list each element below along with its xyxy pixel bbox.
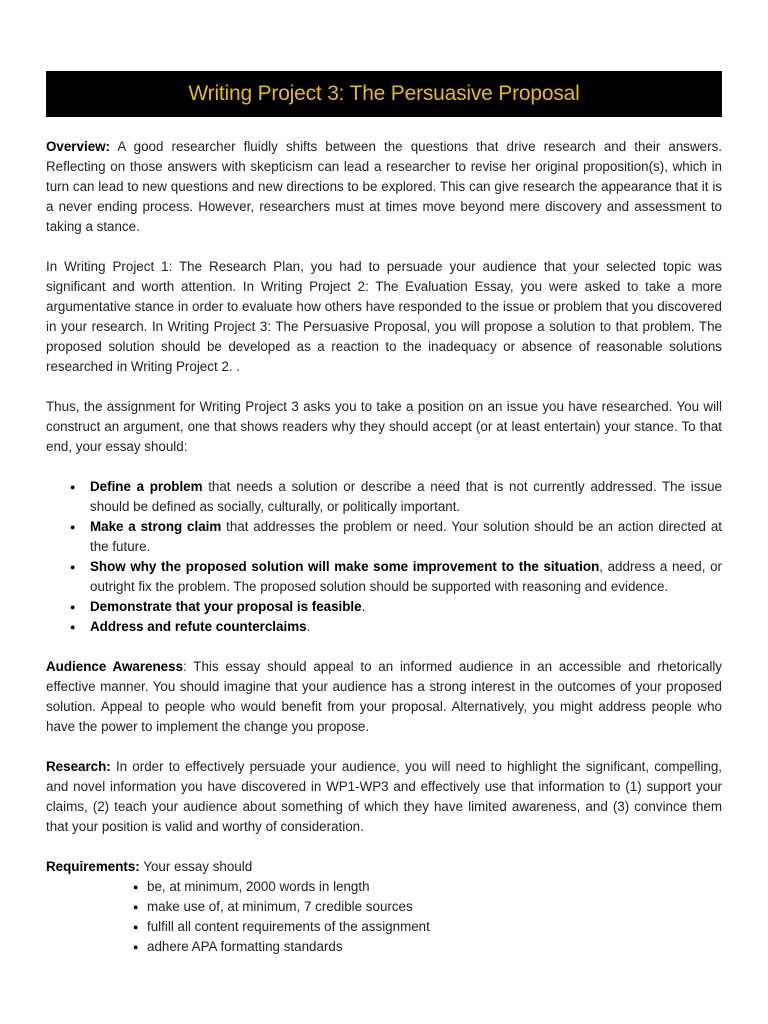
list-item xyxy=(90,617,722,637)
requirements-label: Requirements: xyxy=(46,859,140,874)
list-item xyxy=(90,557,722,597)
audience-paragraph xyxy=(46,657,722,737)
list-item-bold: Make a strong claim xyxy=(90,519,222,534)
list-item-bold: Address and refute counterclaims xyxy=(90,619,307,634)
research-paragraph xyxy=(46,757,722,837)
research-label: Research: xyxy=(46,759,111,774)
list-item-bold: Demonstrate that your proposal is feasible xyxy=(90,599,362,614)
requirements-text: Your essay should xyxy=(139,859,253,874)
overview-text: A good researcher fluidly shifts between the questions that drive research and their answers. Reflecting on those answers with skepticism can lead a researcher to revise her original proposition(s), which in turn can lead to new questions and new directions to be explored. This can give research the appearance that it is a never ending process. However, researchers must at times move beyond mere discovery and assessment to taking a stance. xyxy=(46,139,722,234)
list-item-text: that needs a solution or describe a need that is not currently addressed. The issue should be defined as socially, culturally, or politically important. xyxy=(90,479,722,514)
essay-criteria-list xyxy=(46,477,722,637)
list-item-text: . xyxy=(361,599,366,614)
title-banner xyxy=(46,71,722,117)
audience-text: : This essay should appeal to an informed audience in an accessible and rhetorically effective manner. You should imagine that your audience has a strong interest in the outcomes of your proposed solution. Appeal to people who would benefit from your proposal. Alternatively, you might address people who have the power to implement the change you propose. xyxy=(46,659,722,734)
list-item: ● make use of, at minimum, 7 credible sources xyxy=(147,897,722,917)
list-item-bold: Define a problem xyxy=(90,479,203,494)
document-body xyxy=(46,137,722,957)
overview-paragraph xyxy=(46,137,722,237)
list-item-text: , address a need, or outright fix the problem. The proposed solution should be supported with reasoning and evidence. xyxy=(90,559,722,594)
document-title: Writing Project 3: The Persuasive Proposal xyxy=(188,82,580,105)
list-item: ● fulfill all content requirements of the assignment xyxy=(147,917,722,937)
list-item-text: that addresses the problem or need. Your solution should be an action directed at the future. xyxy=(90,519,722,554)
assignment-paragraph: Thus, the assignment for Writing Project 3 asks you to take a position on an issue you have researched. You will construct an argument, one that shows readers why they should accept (or at least entertain) your stance. To that end, your essay should: xyxy=(46,399,722,454)
list-item-text: . xyxy=(306,619,311,634)
list-item: ● be, at minimum, 2000 words in length xyxy=(147,877,722,897)
list-item xyxy=(90,597,722,617)
overview-label: Overview: xyxy=(46,139,111,154)
list-item-bold: Show why the proposed solution will make some improvement to the situation xyxy=(90,559,600,574)
list-item xyxy=(90,477,722,517)
research-text: In order to effectively persuade your audience, you will need to highlight the significant, compelling, and novel information you have discovered in WP1-WP3 and effectively use that information to (1) support your claims, (2) teach your audience about something of which they have limited awareness, and (3) convince them that your position is valid and worthy of consideration. xyxy=(46,759,722,834)
audience-label: Audience Awareness xyxy=(46,659,184,674)
list-item xyxy=(90,517,722,557)
requirements-heading xyxy=(46,857,722,877)
research-plan-paragraph: In Writing Project 1: The Research Plan, you had to persuade your audience that your selected topic was significant and worth attention. In Writing Project 2: The Evaluation Essay, you were asked to take a more argumentative stance in order to evaluate how others have responded to the issue or problem that you discovered in your research. In Writing Project 3: The Persuasive Proposal, you will propose a solution to that problem. The proposed solution should be developed as a reaction to the inadequacy or absence of reasonable solutions researched in Writing Project 2. . xyxy=(46,259,722,374)
requirements-list xyxy=(46,877,722,957)
requirements-section xyxy=(46,857,722,957)
list-item: ● adhere APA formatting standards xyxy=(147,937,722,957)
